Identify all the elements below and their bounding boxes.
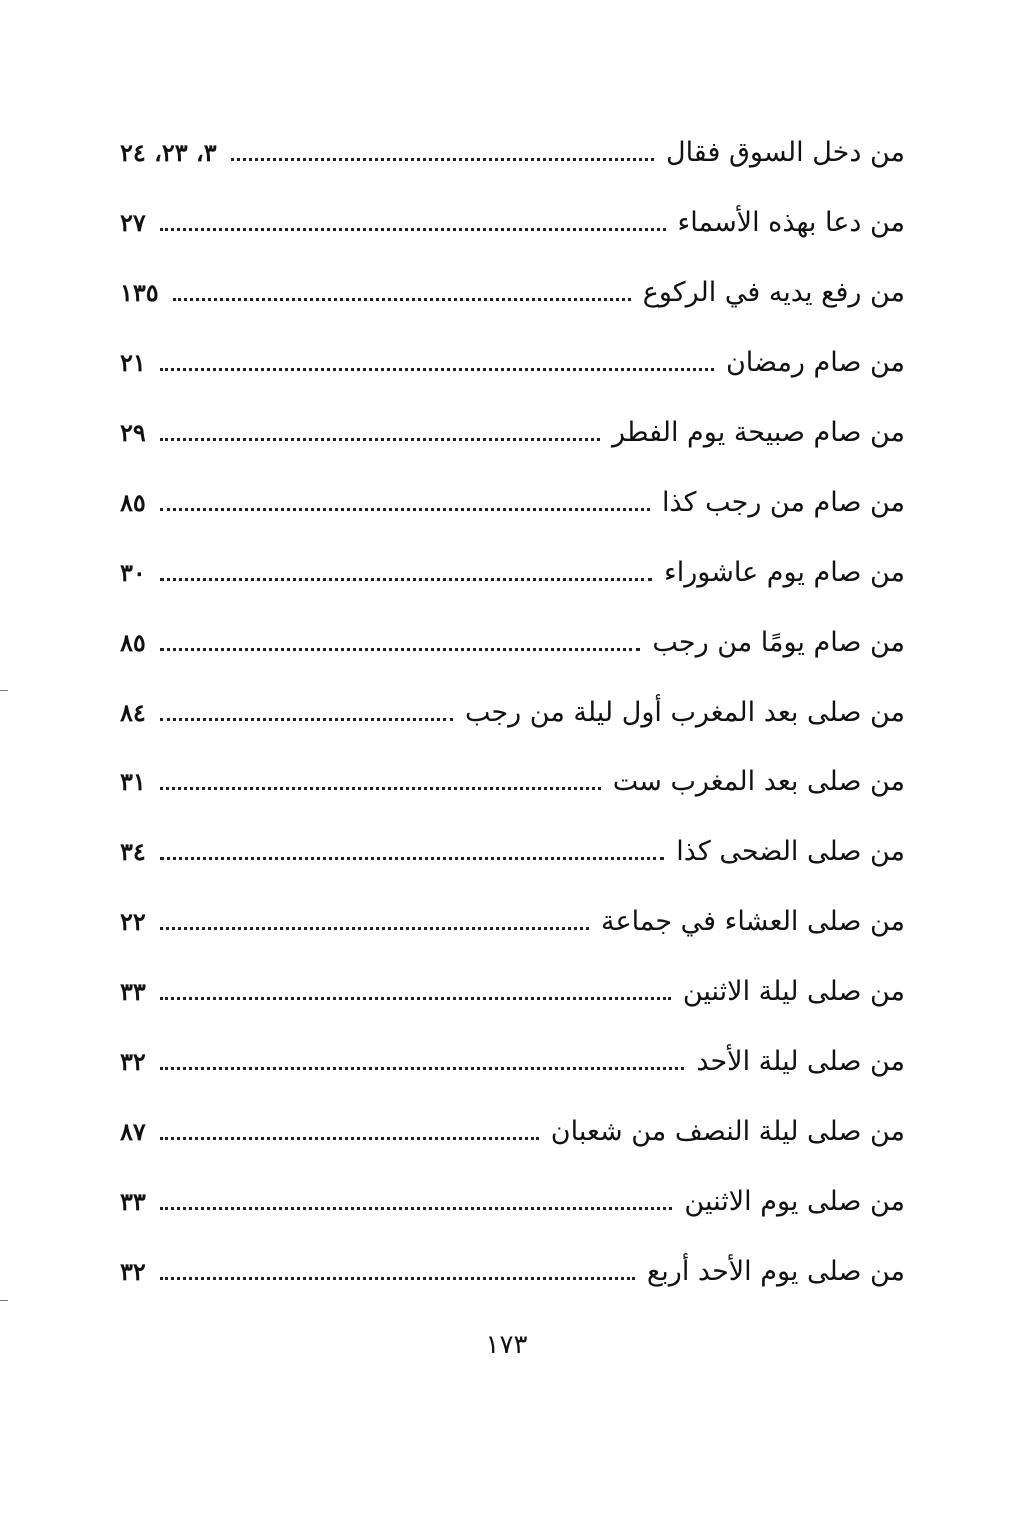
index-entry — [120, 747, 905, 817]
entry-pages: ٣٢ — [120, 1256, 146, 1286]
entry-title: من دعا بهذه الأسماء — [677, 207, 905, 239]
margin-mark — [0, 690, 8, 691]
entry-title: من صلى يوم الاثنين — [684, 1185, 905, 1217]
entry-title: من صام رمضان — [725, 347, 905, 379]
dot-leader — [160, 578, 652, 581]
entry-pages: ٣، ٢٣، ٢٤ — [120, 138, 217, 168]
index-entry — [120, 1166, 905, 1236]
entry-pages: ٣٤ — [120, 837, 146, 867]
index-entry — [120, 328, 905, 398]
entry-pages: ٢٩ — [120, 418, 146, 447]
entry-title: من صلى ليلة النصف من شعبان — [550, 1115, 905, 1147]
entry-pages: ٨٤ — [120, 697, 146, 727]
entry-pages: ٣٣ — [120, 977, 146, 1007]
index-entry — [120, 537, 905, 607]
index-entry — [120, 957, 905, 1027]
entry-pages: ١٣٥ — [120, 278, 159, 308]
entry-title: من صام صبيحة يوم الفطر — [612, 417, 905, 448]
index-list — [120, 118, 905, 1306]
entry-pages: ٢٢ — [120, 907, 146, 937]
index-entry — [120, 817, 905, 887]
index-entry — [120, 188, 905, 258]
entry-pages: ٢٧ — [120, 208, 146, 238]
dot-leader — [160, 1067, 685, 1070]
index-entry — [120, 677, 905, 747]
entry-pages: ٣١ — [120, 767, 146, 797]
dot-leader — [160, 1207, 673, 1210]
dot-leader — [160, 368, 714, 371]
entry-title: من دخل السوق فقال — [665, 137, 905, 169]
index-entry — [120, 118, 905, 188]
entry-title: من صام يومًا من رجب — [652, 626, 905, 658]
index-entry — [120, 607, 905, 677]
dot-leader — [160, 718, 453, 721]
dot-leader — [160, 927, 589, 930]
entry-title: من صلى الضحى كذا — [676, 836, 905, 868]
index-entry — [120, 1027, 905, 1097]
dot-leader — [160, 1137, 539, 1140]
entry-pages: ٨٥ — [120, 627, 146, 657]
index-entry — [120, 887, 905, 957]
dot-leader — [173, 298, 631, 301]
entry-pages: ٢١ — [120, 348, 146, 378]
dot-leader — [160, 508, 650, 511]
entry-title: من رفع يديه في الركوع — [642, 277, 905, 309]
entry-title: من صلى ليلة الاثنين — [682, 976, 905, 1008]
dot-leader — [160, 997, 671, 1000]
entry-pages: ٣٠ — [120, 557, 146, 587]
index-entry — [120, 1096, 905, 1166]
index-entry — [120, 258, 905, 328]
entry-pages: ٣٢ — [120, 1047, 146, 1077]
entry-title: من صلى بعد المغرب أول ليلة من رجب — [464, 696, 905, 728]
entry-title: من صلى العشاء في جماعة — [600, 906, 905, 938]
entry-title: من صام من رجب كذا — [662, 486, 905, 518]
entry-title: من صلى بعد المغرب ست — [612, 766, 905, 798]
entry-pages: ٨٥ — [120, 487, 146, 517]
dot-leader — [160, 648, 641, 651]
dot-leader — [160, 228, 666, 231]
index-entry — [120, 398, 905, 468]
entry-pages: ٨٧ — [120, 1116, 146, 1146]
dot-leader — [160, 1277, 635, 1280]
dot-leader — [160, 438, 600, 441]
margin-mark — [0, 1300, 8, 1301]
index-entry — [120, 467, 905, 537]
page-number: ١٧٣ — [485, 1330, 528, 1360]
dot-leader — [160, 857, 664, 860]
index-entry — [120, 1236, 905, 1306]
entry-title: من صلى يوم الأحد أربع — [646, 1255, 905, 1287]
entry-title: من صام يوم عاشوراء — [664, 556, 905, 588]
entry-title: من صلى ليلة الأحد — [696, 1046, 905, 1078]
dot-leader — [231, 158, 654, 161]
dot-leader — [160, 787, 601, 790]
entry-pages: ٣٣ — [120, 1186, 146, 1216]
